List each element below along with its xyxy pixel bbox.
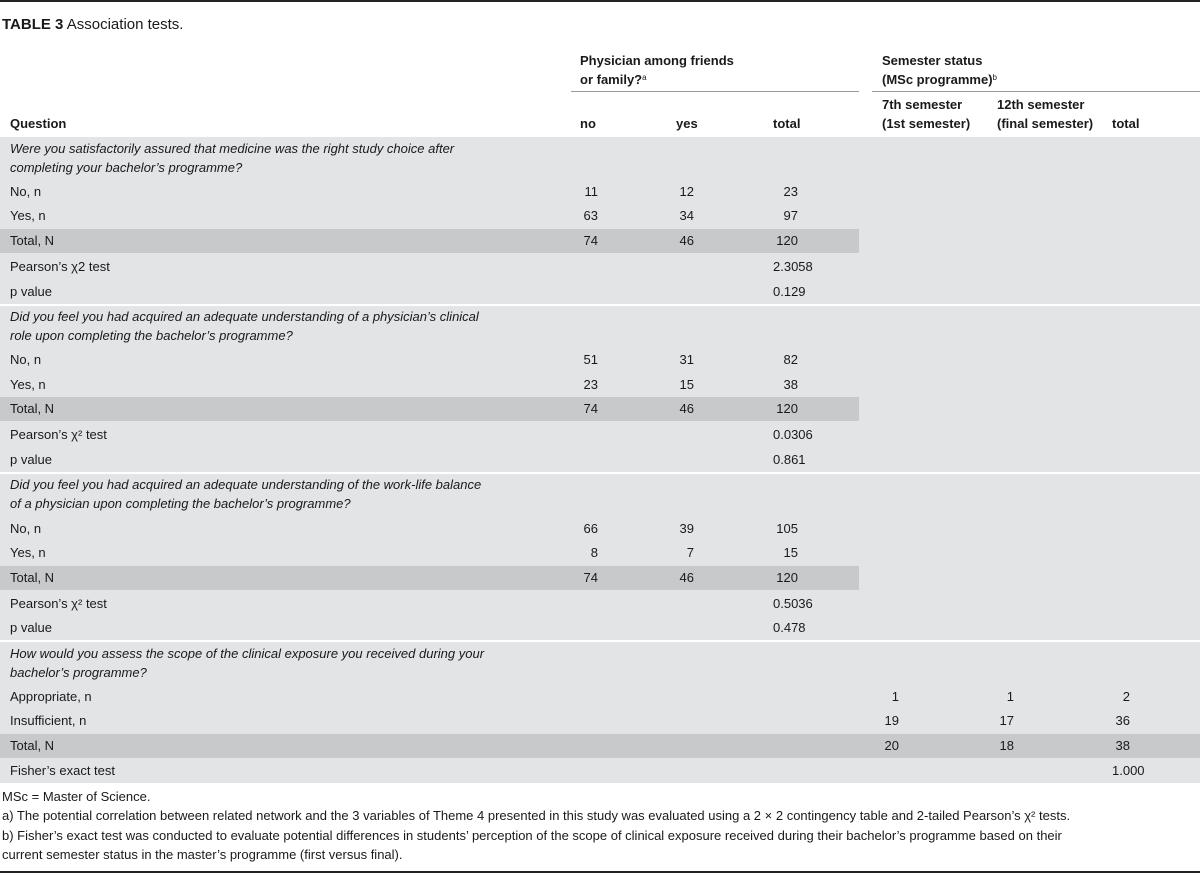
table-row xyxy=(0,592,1200,616)
group1-header: Physician among friends or family?$^a$ xyxy=(580,53,734,87)
cell-total: 120 xyxy=(776,570,798,585)
table-row xyxy=(0,229,1200,253)
row-label: Yes, n xyxy=(10,208,46,223)
cell-yes: 46 xyxy=(679,233,694,248)
row-label: No, n xyxy=(10,521,42,536)
footnote-a: a) The potential correlation between related network and the 3 variables of Theme 4 presented in this study was evaluated using a 2 × 2 contingency table and 2-tailed Pearson’s χ² tests. xyxy=(2,808,1071,823)
group2-header: Semester status (MSc programme)$^b$ xyxy=(882,53,997,87)
row-label: Total, N xyxy=(10,401,55,416)
table-row xyxy=(0,180,1200,204)
cell-yes: 31 xyxy=(679,352,694,367)
cell-sem7: 19 xyxy=(884,713,899,728)
cell-no: 63 xyxy=(583,208,598,223)
row-label: Appropriate, n xyxy=(10,689,92,704)
cell-sem7: 1 xyxy=(891,689,899,704)
cell-yes: 12 xyxy=(679,184,694,199)
table-row xyxy=(0,709,1200,733)
row-label: Pearson’s χ² test xyxy=(10,427,107,442)
cell-total: 38 xyxy=(1115,738,1130,753)
top-rule xyxy=(0,0,1200,2)
cell-yes: 15 xyxy=(679,377,694,392)
footnote-b-line2: current semester status in the master’s programme (first versus final). xyxy=(2,847,403,862)
cell-total: 120 xyxy=(776,233,798,248)
cell-total: 0.5036 xyxy=(773,596,813,611)
cell-total: 0.0306 xyxy=(773,427,813,442)
table-row xyxy=(0,517,1200,541)
cell-no: 23 xyxy=(583,377,598,392)
cell-total: 38 xyxy=(783,377,798,392)
cell-total: 120 xyxy=(776,401,798,416)
row-label: Fisher’s exact test xyxy=(10,763,116,778)
cell-sem12: 1 xyxy=(1006,689,1014,704)
footnote-b-line1: b) Fisher’s exact test was conducted to evaluate potential differences in students’ perception of the scope of clinical exposure received during their bachelor’s programme based on their xyxy=(2,828,1062,843)
table-row xyxy=(0,204,1200,228)
table-row xyxy=(0,280,1200,304)
row-label: Yes, n xyxy=(10,545,46,560)
table-row xyxy=(0,255,1200,279)
question-header: Question xyxy=(10,116,67,131)
cell-yes: 39 xyxy=(679,521,694,536)
row-label: Insufficient, n xyxy=(10,713,87,728)
no-header: no xyxy=(580,116,596,131)
table-label: TABLE 3 xyxy=(2,16,64,33)
row-label: Pearson’s χ2 test xyxy=(10,259,110,274)
cell-total: 2 xyxy=(1122,689,1130,704)
row-label: Total, N xyxy=(10,570,55,585)
cell-total: 82 xyxy=(783,352,798,367)
cell-sem12: 17 xyxy=(999,713,1014,728)
table-row xyxy=(0,373,1200,397)
cell-total: 105 xyxy=(776,521,798,536)
table-row xyxy=(0,566,1200,590)
cell-total: 36 xyxy=(1115,713,1130,728)
group2-rule xyxy=(872,91,1200,92)
row-label: No, n xyxy=(10,352,42,367)
group1-rule xyxy=(571,91,859,92)
row-label: p value xyxy=(10,284,52,299)
table-row xyxy=(0,423,1200,447)
cell-no: 51 xyxy=(583,352,598,367)
cell-yes: 7 xyxy=(686,545,694,560)
row-label: p value xyxy=(10,620,52,635)
q2-question: Did you feel you had acquired an adequate understanding of a physician’s clinical role upon completing the bachelor’s programme? xyxy=(10,309,479,343)
table-row xyxy=(0,348,1200,372)
cell-no: 74 xyxy=(583,233,598,248)
row-label: Yes, n xyxy=(10,377,46,392)
table-row xyxy=(0,448,1200,472)
table-row xyxy=(0,685,1200,709)
row-label: Total, N xyxy=(10,233,55,248)
q1-question: Were you satisfactorily assured that medicine was the right study choice after completing your bachelor’s programme? xyxy=(10,141,455,175)
q4-question: How would you assess the scope of the clinical exposure you received during your bachelor’s programme? xyxy=(10,646,485,680)
cell-total: 0.478 xyxy=(773,620,806,635)
yes-header: yes xyxy=(676,116,698,131)
total-header: total xyxy=(773,116,801,131)
table-row xyxy=(0,759,1200,783)
table-row xyxy=(0,541,1200,565)
sem12-header: 12th semester (final semester) xyxy=(997,97,1094,131)
q3-question: Did you feel you had acquired an adequate understanding of the work-life balance of a physician upon completing the bachelor’s programme? xyxy=(10,477,482,511)
cell-sem7: 20 xyxy=(884,738,899,753)
sem7-header: 7th semester (1st semester) xyxy=(882,97,971,131)
cell-no: 8 xyxy=(590,545,598,560)
cell-total: 23 xyxy=(783,184,798,199)
row-label: No, n xyxy=(10,184,42,199)
cell-no: 74 xyxy=(583,570,598,585)
table-title: Association tests. xyxy=(66,16,184,33)
cell-no: 11 xyxy=(584,184,598,199)
cell-sem12: 18 xyxy=(999,738,1014,753)
row-label: Pearson’s χ² test xyxy=(10,596,107,611)
cell-no: 66 xyxy=(583,521,598,536)
cell-total: 0.129 xyxy=(773,284,806,299)
footnote-abbrev: MSc = Master of Science. xyxy=(2,789,151,804)
cell-total: 2.3058 xyxy=(773,259,813,274)
cell-no: 74 xyxy=(583,401,598,416)
table-row xyxy=(0,397,1200,421)
bottom-rule xyxy=(0,871,1200,873)
cell-total: 0.861 xyxy=(773,452,806,467)
cell-total: 97 xyxy=(783,208,798,223)
table-row xyxy=(0,616,1200,640)
table-row xyxy=(0,734,1200,758)
cell-yes: 46 xyxy=(679,401,694,416)
row-label: p value xyxy=(10,452,52,467)
cell-total: 1.000 xyxy=(1112,763,1145,778)
table-caption xyxy=(2,16,183,33)
cell-total: 15 xyxy=(783,545,798,560)
row-label: Total, N xyxy=(10,738,55,753)
total2-header: total xyxy=(1112,116,1140,131)
cell-yes: 46 xyxy=(679,570,694,585)
cell-yes: 34 xyxy=(679,208,694,223)
